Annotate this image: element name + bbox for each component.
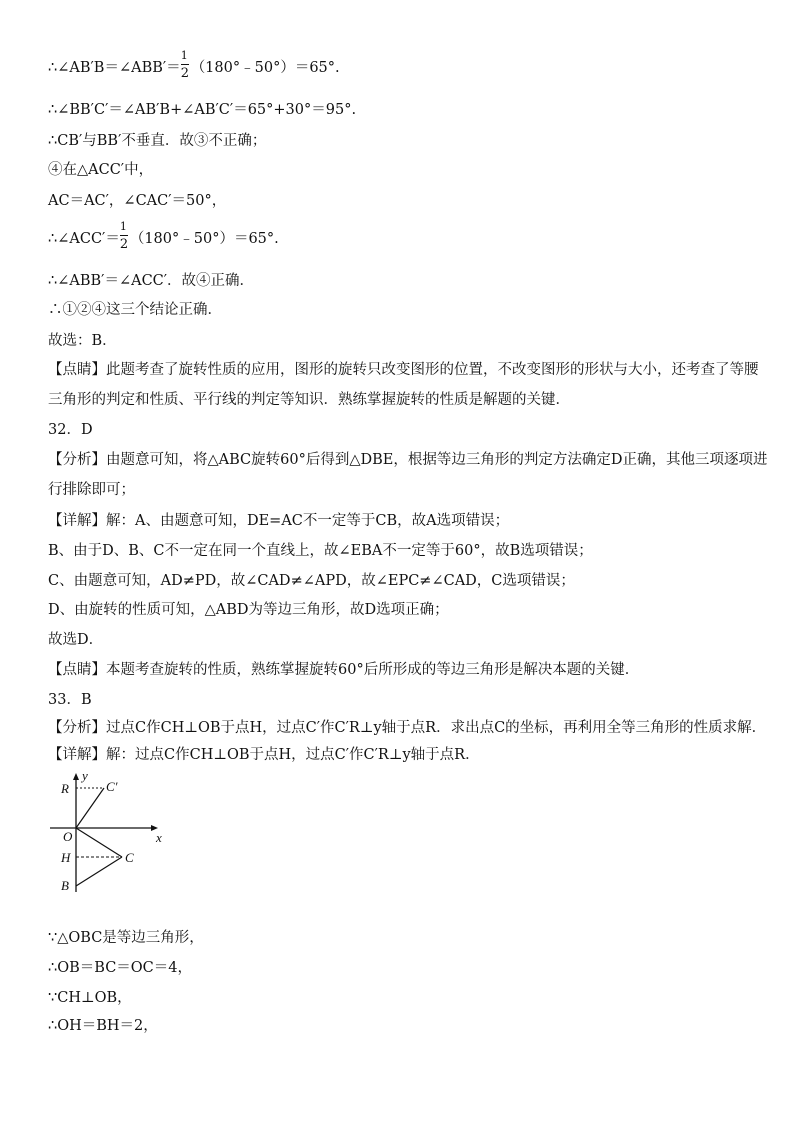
line-24: ∵△OBC是等边三角形， [48, 930, 204, 946]
line-10: 【点睛】此题考查了旋转性质的应用，图形的旋转只改变图形的位置，不改变图形的形状与大小，还考查了等腰 [48, 362, 759, 378]
fraction-half [180, 49, 191, 81]
line-16: B、由于D、B、C不一定在同一个直线上，故∠EBA不一定等于60°，故B选项错误； [48, 543, 593, 559]
line-6-post: （180°﹣50°）＝65°. [129, 231, 279, 247]
line-14: 行排除即可； [48, 482, 135, 498]
fraction-numerator: 1 [180, 49, 188, 62]
line-18: D、由旋转的性质可知，△ABD为等边三角形，故D选项正确； [48, 602, 449, 618]
line-22: 【分析】过点C作CH⊥OB于点H，过点C′作C′R⊥y轴于点R．求出点C的坐标，再利用全等三角形的性质求解． [48, 720, 767, 736]
segment-OCp [76, 788, 104, 828]
line-8: ∴①②④这三个结论正确． [48, 302, 222, 318]
line-6 [48, 220, 279, 252]
label-C-prime: C′ [106, 779, 118, 794]
line-19: 故选D． [48, 632, 104, 648]
label-R: R [61, 781, 69, 796]
line-5: AC＝AC′，∠CAC′＝50°， [48, 193, 227, 209]
label-H: H [61, 850, 71, 865]
line-2: ∴∠BB′C′＝∠AB′B+∠AB′C′＝65°+30°＝95°. [48, 102, 357, 118]
segment-OC [76, 828, 122, 857]
fraction-half-2 [119, 220, 130, 252]
line-11: 三角形的判定和性质、平行线的判定等知识．熟练掌握旋转的性质是解题的关键． [48, 392, 570, 408]
line-20: 【点睛】本题考查旋转的性质，熟练掌握旋转60°后所形成的等边三角形是解决本题的关键． [48, 662, 640, 678]
line-27: ∴OH＝BH＝2， [48, 1018, 158, 1034]
line-13: 【分析】由题意可知，将△ABC旋转60°后得到△DBE，根据等边三角形的判定方法确定D正确，其他三项逐项进 [48, 452, 768, 468]
line-6-pre: ∴∠ACC′＝ [48, 231, 120, 247]
label-O: O [63, 829, 73, 844]
fraction-numerator-2: 1 [119, 220, 127, 233]
label-B: B [61, 878, 69, 893]
line-21: 33．B [48, 692, 92, 708]
line-1-pre: ∴∠AB′B＝∠ABB′＝ [48, 60, 181, 76]
label-C: C [125, 850, 134, 865]
fraction-denominator-2: 2 [119, 237, 129, 252]
line-9: 故选：B． [48, 333, 117, 349]
line-26: ∵CH⊥OB， [48, 990, 132, 1006]
geometry-figure [48, 770, 178, 900]
fraction-denominator: 2 [180, 66, 189, 81]
line-17: C、由题意可知，AD≠PD，故∠CAD≠∠APD，故∠EPC≠∠CAD，C选项错误； [48, 573, 575, 589]
line-7: ∴∠ABB′＝∠ACC′．故④正确． [48, 273, 255, 289]
line-25: ∴OB＝BC＝OC＝4， [48, 960, 192, 976]
line-3: ∴CB′与BB′不垂直．故③不正确； [48, 133, 267, 149]
y-axis-arrow [73, 773, 79, 780]
segment-BC [76, 857, 122, 886]
line-12: 32．D [48, 422, 93, 438]
line-15: 【详解】解：A、由题意可知，DE=AC不一定等于CB，故A选项错误； [48, 513, 510, 529]
label-y: y [82, 770, 88, 783]
line-1-post: （180°﹣50°）＝65°. [190, 60, 340, 76]
label-x: x [156, 830, 162, 845]
line-1 [48, 49, 340, 81]
line-23: 【详解】解：过点C作CH⊥OB于点H，过点C′作C′R⊥y轴于点R． [48, 747, 480, 763]
line-4: ④在△ACC′中， [48, 162, 154, 178]
